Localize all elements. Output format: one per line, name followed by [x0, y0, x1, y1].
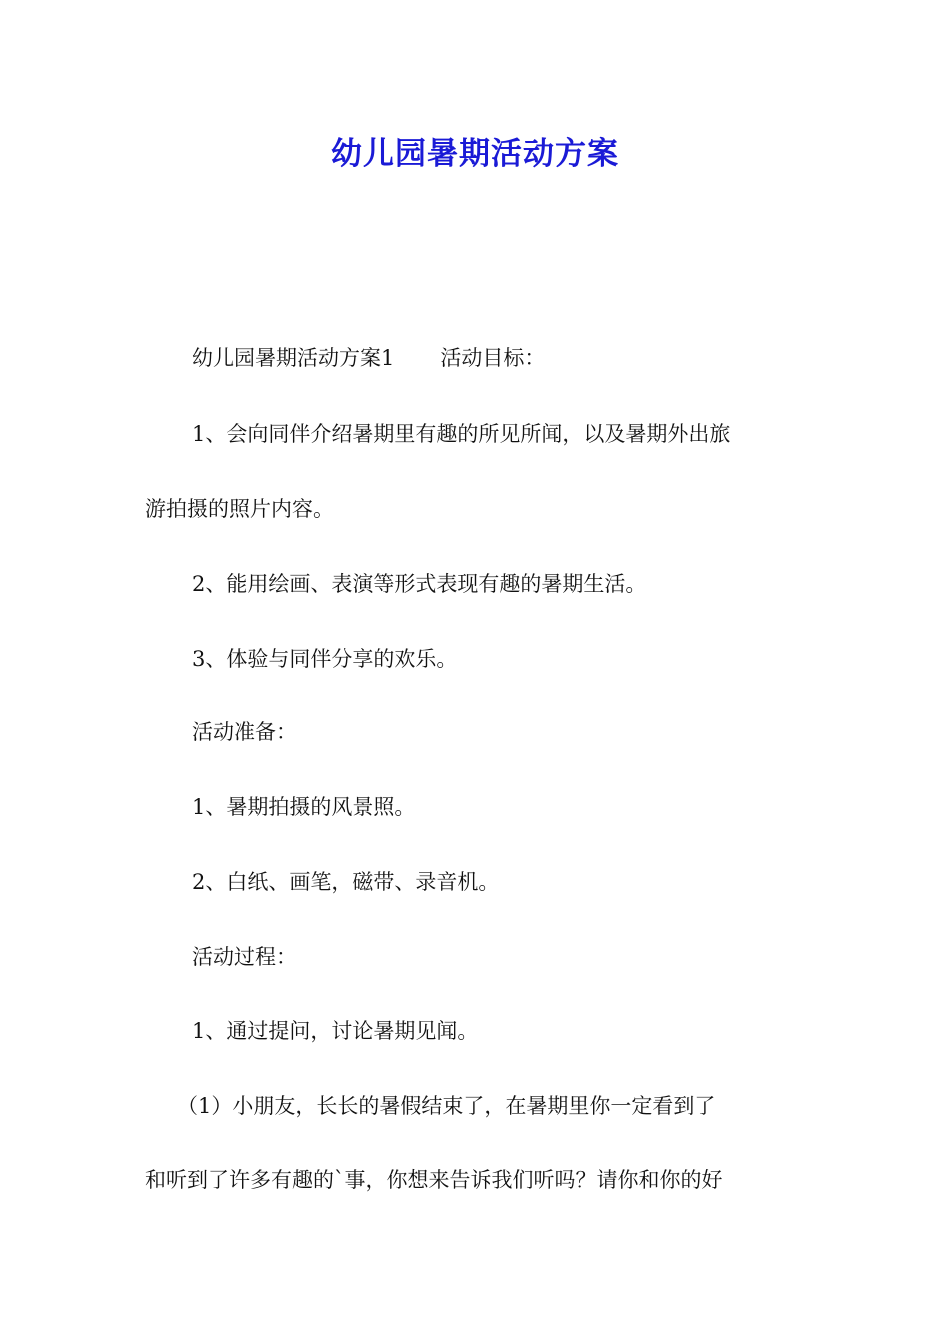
section-goals-heading: 活动目标： [440, 346, 546, 370]
paragraph-heading-line [192, 343, 812, 373]
process-subitem-1-line-2: 和听到了许多有趣的`事，你想来告诉我们听吗？请你和你的好 [145, 1168, 723, 1192]
preparation-item-2: 2、白纸、画笔，磁带、录音机。 [192, 870, 500, 894]
goal-item-1-line-1: 1、会向同伴介绍暑期里有趣的所见所闻，以及暑期外出旅 [192, 422, 731, 446]
process-subitem-1-line-1: （1）小朋友，长长的暑假结束了，在暑期里你一定看到了 [177, 1094, 716, 1118]
document-title: 幼儿园暑期活动方案 [331, 136, 619, 172]
goal-item-2: 2、能用绘画、表演等形式表现有趣的暑期生活。 [192, 572, 647, 596]
section-process-heading: 活动过程： [192, 945, 297, 969]
plan-heading: 幼儿园暑期活动方案1 [192, 346, 395, 370]
process-item-1: 1、通过提问，讨论暑期见闻。 [192, 1019, 479, 1043]
goal-item-3: 3、体验与同伴分享的欢乐。 [192, 647, 458, 671]
goal-item-1-line-2: 游拍摄的照片内容。 [145, 497, 334, 521]
preparation-item-1: 1、暑期拍摄的风景照。 [192, 795, 416, 819]
section-preparation-heading: 活动准备： [192, 720, 297, 744]
